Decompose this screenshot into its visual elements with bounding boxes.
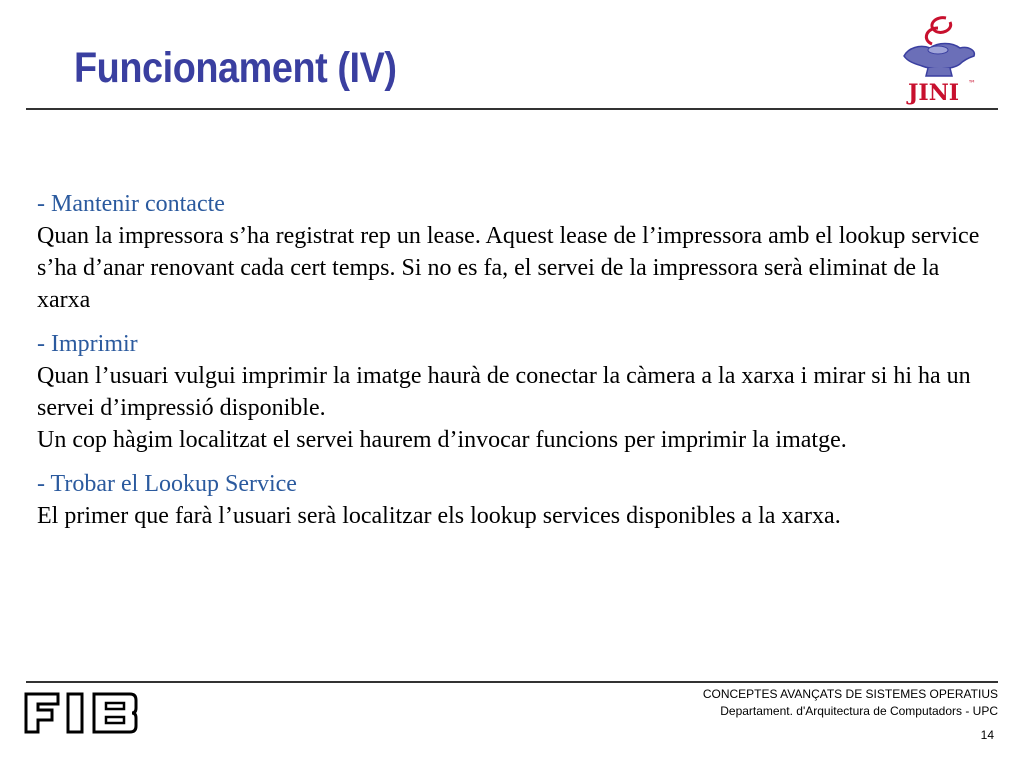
- footer-divider: [26, 681, 998, 683]
- fib-logo: [24, 690, 140, 736]
- section-heading: - Trobar el Lookup Service: [37, 471, 297, 497]
- section-mantenir-contacte: [37, 188, 997, 316]
- page-number: 14: [980, 728, 994, 742]
- section-heading: - Mantenir contacte: [37, 191, 225, 217]
- section-paragraph: Quan l’usuari vulgui imprimir la imatge haurà de conectar la càmera a la xarxa i mirar si hi ha un servei d’impressió disponible.: [37, 363, 971, 421]
- footer-course: CONCEPTES AVANÇATS DE SISTEMES OPERATIUS: [702, 687, 998, 701]
- section-paragraph: Un cop hàgim localitzat el servei haurem d’invocar funcions per imprimir la imatge.: [37, 427, 847, 453]
- jini-logo: [898, 14, 980, 106]
- slide-body: [37, 188, 997, 544]
- jini-logo-text: JINI: [908, 80, 960, 106]
- footer-info: [703, 686, 998, 720]
- section-paragraph: Quan la impressora s’ha registrat rep un lease. Aquest lease de l’impressora amb el lookup service s’ha d’anar renovant cada cert temps. Si no es fa, el servei de la impressora serà eliminat de la xarxa: [37, 223, 980, 313]
- section-paragraph: El primer que farà l’usuari serà localitzar els lookup services disponibles a la xarxa.: [37, 503, 841, 529]
- section-trobar-lookup: [37, 468, 997, 532]
- section-heading: - Imprimir: [37, 331, 138, 357]
- jini-trademark: ™: [968, 79, 976, 88]
- section-imprimir: [37, 328, 997, 456]
- title-divider: [26, 108, 998, 110]
- slide-title: Funcionament (IV): [74, 44, 397, 92]
- footer-department: Departament. d'Arquitectura de Computadors - UPC: [720, 704, 998, 718]
